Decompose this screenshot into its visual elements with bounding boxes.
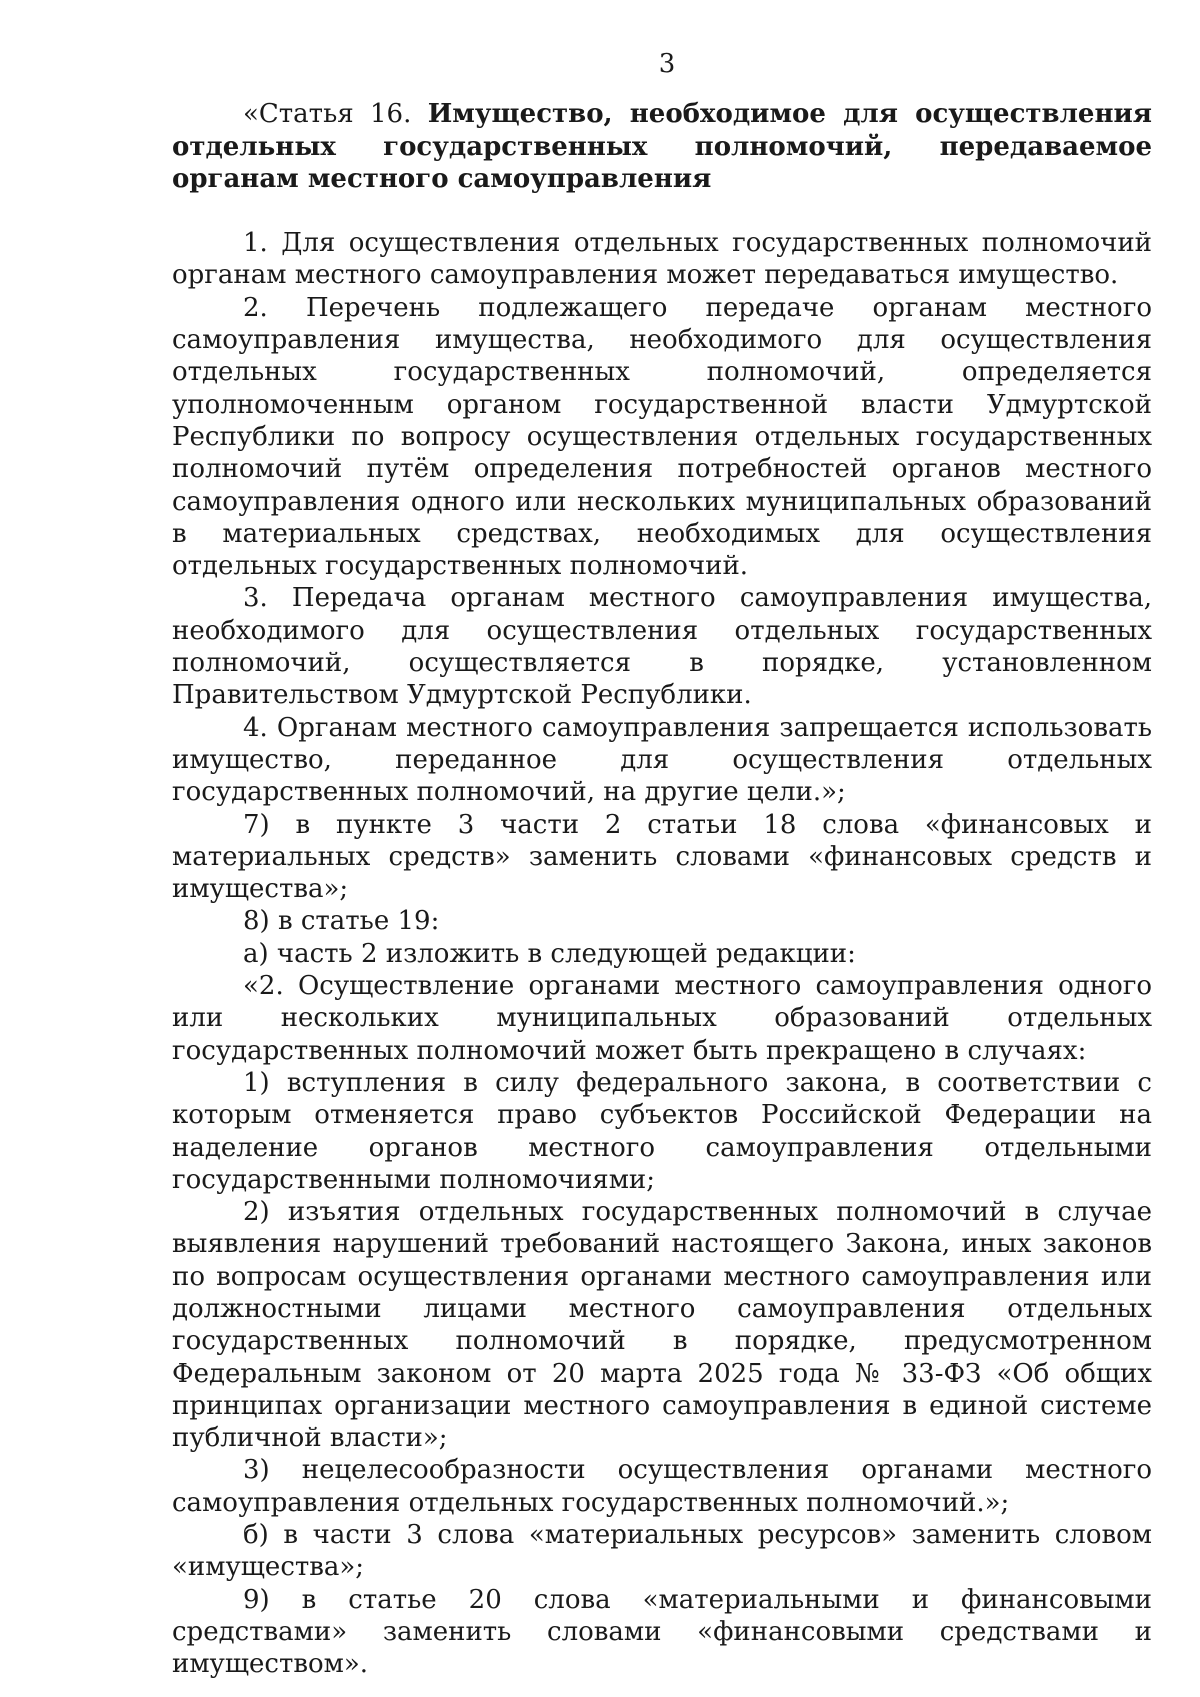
paragraph-8a-item-1: 1) вступления в силу федерального закона, в соответствии с которым отменяется право субъектов Российской Федерации на наделение органов местного самоуправления отдельными государственными полномочиями; — [172, 1067, 1152, 1195]
article-title: Имущество, необходимое для осуществления отдельных государственных полномочий, передаваемое органам местного самоуправления — [172, 99, 1152, 194]
article-prefix: «Статья 16. — [243, 99, 428, 130]
paragraph-3: 3. Передача органам местного самоуправления имущества, необходимого для осуществления отдельных государственных полномочий, осуществляется в порядке, установленном Правительством Удмуртской Республики. — [172, 583, 1152, 711]
article-heading — [172, 98, 1152, 195]
paragraph-9: 9) в статье 20 слова «материальными и финансовыми средствами» заменить словами «финансовыми средствами и имуществом». — [172, 1584, 1152, 1680]
paragraph-2: 2. Перечень подлежащего передаче органам местного самоуправления имущества, необходимого для осуществления отдельных государственных полномочий, определяется уполномоченным органом государственной власти Удмуртской Республики по вопросу осуществления отдельных государственных полномочий путём определения потребностей органов местного самоуправления одного или нескольких муниципальных образований в материальных средствах, необходимых для осуществления отдельных государственных полномочий. — [172, 292, 1152, 582]
document-page — [172, 48, 1152, 1681]
paragraph-7: 7) в пункте 3 части 2 статьи 18 слова «финансовых и материальных средств» заменить словами «финансовых средств и имущества»; — [172, 809, 1152, 905]
page-number: 3 — [658, 49, 676, 79]
paragraph-4: 4. Органам местного самоуправления запрещается использовать имущество, переданное для осуществления отдельных государственных полномочий, на другие цели.»; — [172, 712, 1152, 808]
paragraph-8: 8) в статье 19: — [243, 906, 440, 937]
paragraph-8a-part-2: «2. Осуществление органами местного самоуправления одного или нескольких муниципальных образований отдельных государственных полномочий может быть прекращено в случаях: — [172, 971, 1152, 1066]
paragraph-8a-item-3: 3) нецелесообразности осуществления органами местного самоуправления отдельных государственных полномочий.»; — [172, 1455, 1152, 1518]
paragraph-8a-item-2: 2) изъятия отдельных государственных полномочий в случае выявления нарушений требований настоящего Закона, иных законов по вопросам осуществления органами местного самоуправления или должностными лицами местного самоуправления отдельных государственных полномочий в порядке, предусмотренном Федеральным законом от 20 марта 2025 года № 33-ФЗ «Об общих принципах организации местного самоуправления в единой системе публичной власти»; — [172, 1197, 1152, 1454]
paragraph-8a: а) часть 2 изложить в следующей редакции: — [243, 938, 856, 969]
paragraph-8b: б) в части 3 слова «материальных ресурсов» заменить словом «имущества»; — [172, 1520, 1152, 1583]
paragraph-1: 1. Для осуществления отдельных государственных полномочий органам местного самоуправления может передаваться имущество. — [172, 228, 1152, 291]
